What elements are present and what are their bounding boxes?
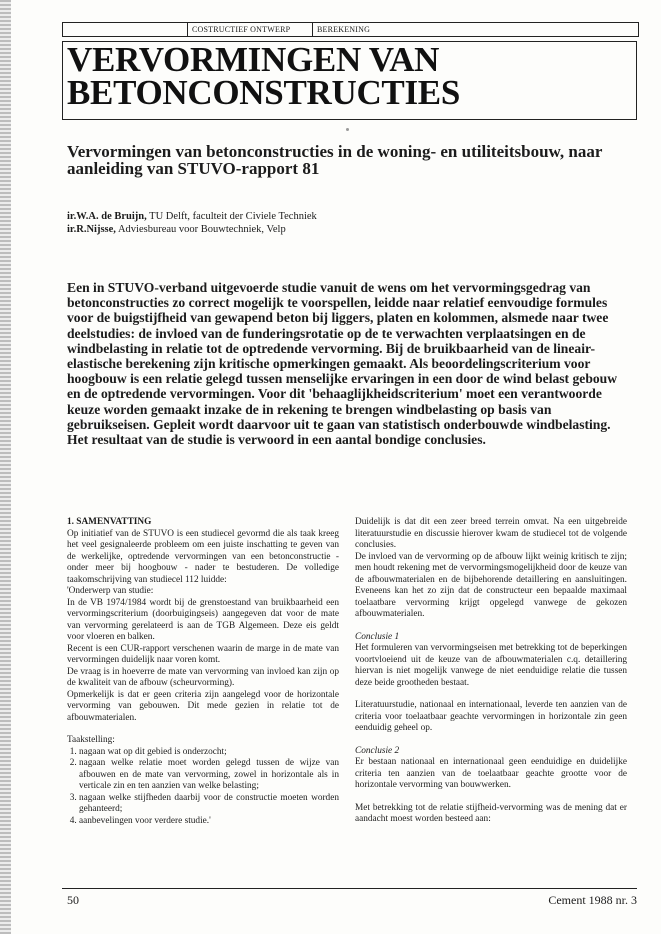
article-title: VERVORMINGEN VAN BETONCONSTRUCTIES (67, 40, 460, 112)
author-line (67, 210, 627, 223)
page-number: 50 (67, 893, 79, 907)
list-item: 4. aanbevelingen voor verdere studie.' (79, 816, 339, 828)
conclusion-text: Er bestaan nationaal en internationaal geen eenduidige en duidelijke criteria ten aanzien van de toelaatbaar geachte grootte voor de horizontale vervorming van bouwwerken. (355, 757, 627, 790)
paragraph: De invloed van de vervorming op de afbouw lijkt weinig kritisch te zijn; men houdt rekening met de vervormingsmogelijkheid door de keuze van de afbouwmaterialen en de bijbehorende detaillering en aansluitingen. Eveneens kan het zo zijn dat de constructeur een bepaalde maximaal toelaatbare vervorming krijgt opgelegd vanwege de gekozen afbouwmaterialen. (355, 551, 627, 619)
list-item: 1. nagaan wat op dit gebied is onderzocht; (79, 747, 339, 759)
body-column-left (67, 517, 339, 827)
tasks-label: Taakstelling: (67, 735, 115, 745)
conclusion-label: Conclusie 1 (355, 631, 400, 642)
tab-spacer (63, 23, 188, 36)
journal-reference: Cement 1988 nr. 3 (548, 893, 637, 907)
body-column-right (355, 517, 627, 826)
article-subtitle: Vervormingen van betonconstructies in de woning- en utiliteitsbouw, naar aanleiding van STUVO-rapport 81 (67, 142, 603, 178)
author-affiliation: Adviesbureau voor Bouwtechniek, Velp (115, 224, 286, 235)
paragraph: Literatuurstudie, nationaal en internationaal, leverde ten aanzien van de criteria voor toelaatbaar geachte vervormingen in horizontale zin geen eenduidig geheel op. (355, 700, 627, 733)
conclusion-label: Conclusie 2 (355, 745, 400, 756)
tab-berekening: BEREKENING (317, 25, 371, 34)
task-list (67, 747, 339, 828)
list-item: 2. nagaan welke relatie moet worden gelegd tussen de wijze van afbouwen en de mate van vervorming, zowel in horizontale als in verticale zin en ten aanzien van welke belasting; (79, 758, 339, 793)
section-heading: 1. SAMENVATTING (67, 517, 152, 527)
footer-rule (62, 888, 637, 889)
author-line (67, 223, 627, 236)
article-abstract: Een in STUVO-verband uitgevoerde studie vanuit de wens om het vervormingsgedrag van betonconstructies zo correct mogelijk te voorspellen, leidde naar relatief eenvoudige formules voor de buigstijfheid van gewapend beton bij liggers, platen en kolommen, alsmede naar twee deelstudies: de invloed van de funderingsrotatie op de te verwachten verplaatsingen en de windbelasting in relatie tot de optredende vervorming. Bij de bruikbaarheid van de lineair-elastische berekening zijn kritische opmerkingen gemaakt. Als beoordelingscriterium voor hoogbouw is een relatie gelegd tussen menselijke ervaringen in een door de wind belast gebouw en de optredende vervormingen. Voor dit 'behaaglijkheidscriterium' moet een verantwoorde keuze worden gemaakt inzake de in rekening te brengen windbelasting op basis van gebruikseisen. Gepleit wordt daarvoor uit te gaan van statistisch onderbouwde windbelasting. Het resultaat van de studie is verwoord in een aantal bondige conclusies. (67, 280, 618, 448)
paragraph: Duidelijk is dat dit een zeer breed terrein omvat. Na een uitgebreide literatuurstudie en discussie hierover kwam de studiecel tot de volgende conclusies. (355, 517, 627, 550)
paragraph: Op initiatief van de STUVO is een studiecel gevormd die als taak kreeg het veel gesignaleerde probleem om een juiste inschatting te geven van de werkelijke, optredende vervormingen van een betonconstructie - onder meer bij hoogbouw - nader te bestuderen. De volledige taakomschrijving van studiecel 112 luidde: (67, 528, 339, 585)
author-name: ir.R.Nijsse, (67, 224, 116, 235)
scanned-binding-edge (0, 0, 11, 934)
list-item: 3. nagaan welke stijfheden daarbij voor de constructie moeten worden gehanteerd; (79, 793, 339, 816)
scan-speck (346, 128, 349, 131)
paragraph: In de VB 1974/1984 wordt bij de grenstoestand van bruikbaarheid een vervormingscriterium (doorbuigingseis) aangegeven dat voor de mate van vervorming gerelateerd is aan de TGB Algemeen. Deze eis geldt voor vloeren en balken. (67, 597, 339, 642)
paragraph: De vraag is in hoeverre de mate van vervorming van invloed kan zijn op de kwaliteit van de afbouw (scheurvorming). (67, 666, 339, 688)
author-list (67, 210, 627, 236)
author-name: ir.W.A. de Bruijn, (67, 211, 147, 222)
tab-costructief-ontwerp: COSTRUCTIEF ONTWERP (188, 23, 313, 36)
paragraph: Met betrekking tot de relatie stijfheid-vervorming was de mening dat er aandacht moest worden besteed aan: (355, 802, 627, 824)
section-tab-bar (62, 22, 639, 37)
paragraph: 'Onderwerp van studie: (67, 586, 154, 596)
paragraph: Opmerkelijk is dat er geen criteria zijn aangelegd voor de horizontale vervorming van gebouwen. Dit mede gezien in relatie tot de afbouwmaterialen. (67, 689, 339, 723)
paragraph: Recent is een CUR-rapport verschenen waarin de marge in de mate van vervormingen duidelijk naar voren komt. (67, 643, 339, 665)
author-affiliation: TU Delft, faculteit der Civiele Techniek (146, 211, 317, 222)
conclusion-text: Het formuleren van vervormingseisen met betrekking tot de beperkingen voortvloeiend uit de keuze van de afbouwmaterialen c.q. detaillering hiervan is niet mogelijk vanwege de niet eenduidige relatie die tussen deze beide grootheden bestaat. (355, 643, 627, 688)
